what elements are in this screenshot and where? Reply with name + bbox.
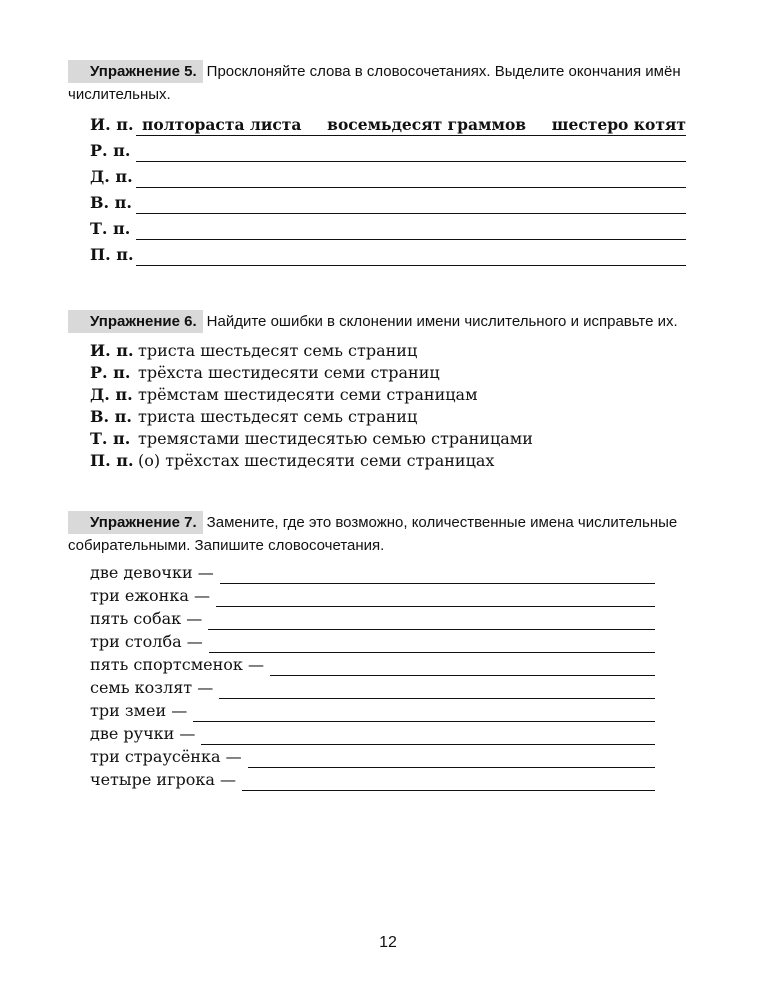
declension-row — [90, 451, 690, 473]
phrase-2: восемьдесят граммов — [327, 115, 527, 134]
answer-line[interactable] — [209, 636, 655, 653]
declension-text: трёхста шестидесяти семи страниц — [138, 363, 440, 382]
phrase-text: две ручки — — [90, 724, 196, 743]
answer-line[interactable] — [242, 774, 655, 791]
case-label: П. п. — [90, 245, 134, 264]
declension-row — [90, 429, 690, 451]
phrase-text: три страусёнка — — [90, 747, 242, 766]
case-label: Д. п. — [90, 167, 133, 186]
phrase-1: полтораста листа — [142, 115, 302, 134]
declension-text: триста шестьдесят семь страниц — [138, 407, 418, 426]
declension-row — [90, 363, 690, 385]
exercise-7-label: Упражнение 7. — [68, 511, 203, 534]
answer-line[interactable] — [136, 245, 686, 266]
page-number: 12 — [379, 934, 397, 951]
exercise-7-instruction-line2: собирательными. Запишите словосочетания. — [68, 537, 385, 554]
nominative-phrases-line — [136, 115, 686, 136]
case-label: П. п. — [90, 451, 134, 470]
exercise-7-header — [68, 511, 686, 557]
answer-line[interactable] — [136, 141, 686, 162]
phrase-text: пять спортсменок — — [90, 655, 265, 674]
case-row-dative — [90, 162, 686, 188]
answer-line[interactable] — [136, 193, 686, 214]
phrase-row — [90, 768, 655, 791]
answer-line[interactable] — [136, 167, 686, 188]
exercise-7-instruction-line1: Замените, где это возможно, количественные имена числительные — [206, 514, 678, 531]
case-label: Д. п. — [90, 385, 133, 404]
phrase-row — [90, 584, 655, 607]
answer-line[interactable] — [216, 590, 655, 607]
case-label: Т. п. — [90, 429, 131, 448]
declension-row — [90, 385, 690, 407]
answer-line[interactable] — [248, 751, 655, 768]
answer-line[interactable] — [208, 613, 655, 630]
answer-line[interactable] — [219, 682, 655, 699]
phrase-row — [90, 722, 655, 745]
case-label: Т. п. — [90, 219, 131, 238]
exercise-6-instruction: Найдите ошибки в склонении имени числительного и исправьте их. — [206, 313, 678, 330]
exercise-5-header — [68, 60, 686, 106]
answer-line[interactable] — [193, 705, 655, 722]
phrase-text: три столба — — [90, 632, 203, 651]
case-row-accusative — [90, 188, 686, 214]
case-row-genitive — [90, 136, 686, 162]
case-label: И. п. — [90, 341, 134, 360]
answer-line[interactable] — [270, 659, 655, 676]
phrase-3: шестеро котят — [551, 115, 686, 134]
case-label: И. п. — [90, 115, 134, 134]
phrase-text: четыре игрока — — [90, 770, 236, 789]
declension-text: трёмстам шестидесяти семи страницам — [138, 385, 478, 404]
exercise-6-label: Упражнение 6. — [68, 310, 203, 333]
case-label: Р. п. — [90, 141, 131, 160]
phrase-row — [90, 630, 655, 653]
case-label: В. п. — [90, 193, 132, 212]
exercise-5-instruction-line2: числительных. — [68, 86, 171, 103]
case-row-prepositional — [90, 240, 686, 266]
phrase-text: три ежонка — — [90, 586, 210, 605]
phrase-text: пять собак — — [90, 609, 203, 628]
exercise-5-label: Упражнение 5. — [68, 60, 203, 83]
phrase-row — [90, 653, 655, 676]
declension-text: (о) трёхстах шестидесяти семи страницах — [138, 451, 495, 470]
exercise-5-instruction-line1: Просклоняйте слова в словосочетаниях. Выделите окончания имён — [206, 63, 681, 80]
declension-text: тремястами шестидесятью семью страницами — [138, 429, 533, 448]
phrase-row — [90, 745, 655, 768]
phrase-row — [90, 699, 655, 722]
answer-line[interactable] — [201, 728, 655, 745]
phrase-text: семь козлят — — [90, 678, 214, 697]
phrase-text: три змеи — — [90, 701, 188, 720]
case-row-nominative — [90, 110, 686, 136]
case-label: В. п. — [90, 407, 132, 426]
phrase-row — [90, 561, 655, 584]
case-label: Р. п. — [90, 363, 131, 382]
declension-row — [90, 407, 690, 429]
case-row-instrumental — [90, 214, 686, 240]
exercise-6-header — [68, 310, 686, 333]
phrase-row — [90, 607, 655, 630]
answer-line[interactable] — [220, 567, 655, 584]
declension-row — [90, 341, 690, 363]
phrase-text: две девочки — — [90, 563, 214, 582]
declension-text: триста шестьдесят семь страниц — [138, 341, 418, 360]
phrase-row — [90, 676, 655, 699]
answer-line[interactable] — [136, 219, 686, 240]
